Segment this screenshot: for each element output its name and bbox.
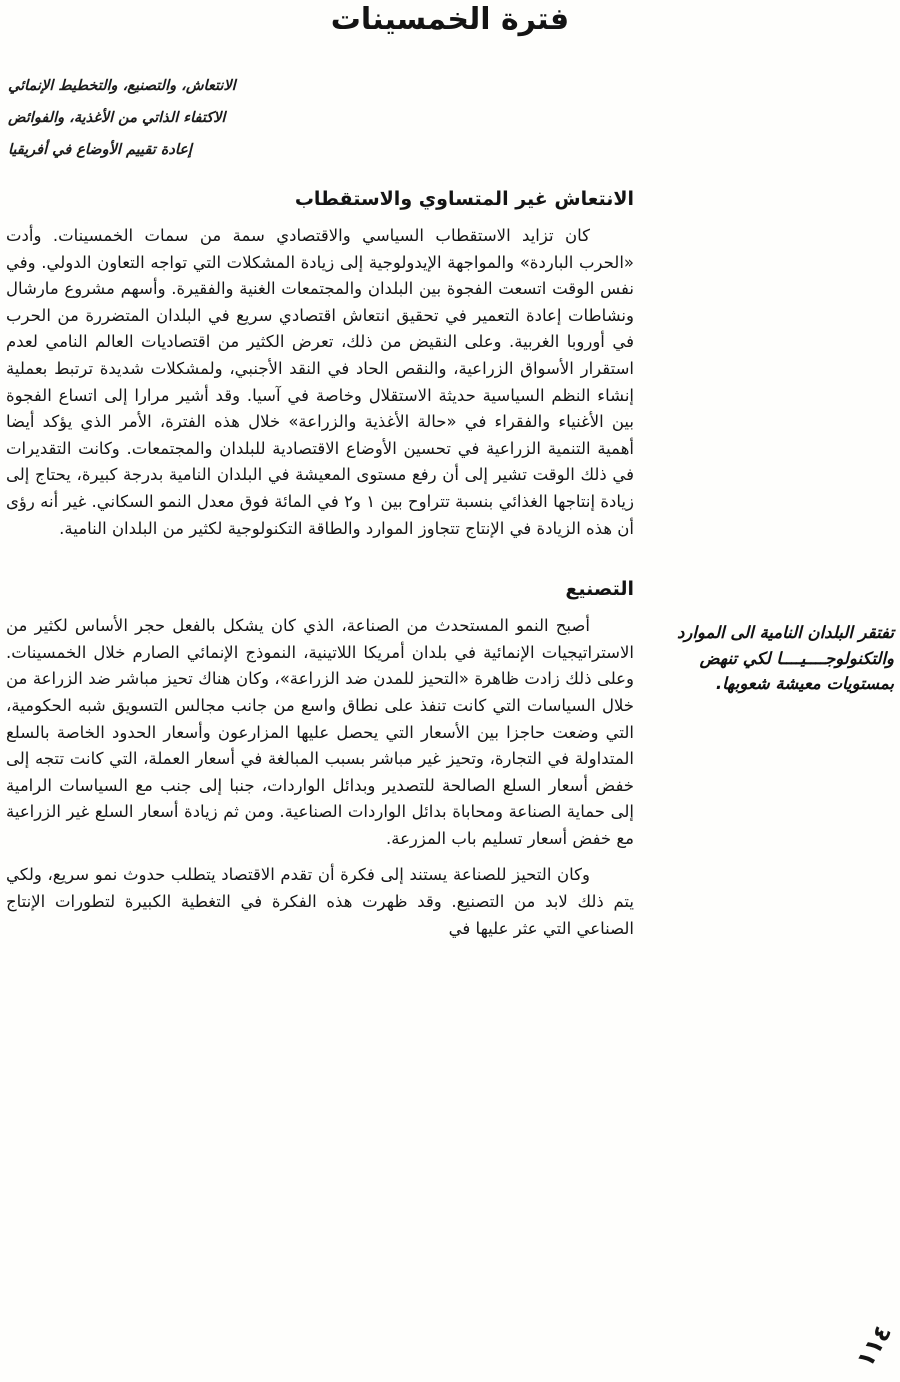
page-number: ١١٤ <box>850 1319 898 1373</box>
paragraph-industrialization-1: أصبح النمو المستحدث من الصناعة، الذي كان يشكل بالفعل حجر الأساس لكثير من الاستراتيجيات الإنمائية في بلدان أمريكا اللاتينية، النموذج الإنمائي الصارم خلال الخمسينات. وعلى ذلك زادت ظاهرة «التحيز للمدن ضد الزراعة»، وكان هناك تحيز مباشر ضد الزراعة من خلال السياسات التي كانت تنفذ على نطاق واسع من جانب مجالس التسويق شبه الحكومية، التي وضعت حاجزا بين الأسعار التي يحصل عليها المزارعون وأسعار الحدود الخاصة بالسلع المتداولة في التجارة، وتحيز غير مباشر بسبب المبالغة في أسعار العملة، التي كانت تتجه إلى خفض أسعار السلع الصالحة للتصدير وبدائل الواردات، جنبا إلى جنب مع السياسات الرامية إلى حماية الصناعة ومحاباة بدائل الواردات الصناعية. ومن ثم زيادة أسعار السلع غير الزراعية مع خفض أسعار تسليم باب المزرعة. <box>6 616 634 848</box>
margin-note: تفتقر البلدان النامية الى الموارد والتكنولوجــــيــــا لكي تنهض بمستويات معيشة شعوبها. <box>677 623 894 693</box>
main-text-column <box>6 188 634 942</box>
section-heading-industrialization: التصنيع <box>565 578 634 601</box>
paragraph-industrialization-2: وكان التحيز للصناعة يستند إلى فكرة أن تقدم الاقتصاد يتطلب حدوث نمو سريع، ولكي يتم ذلك لابد من التصنيع. وقد ظهرت هذه الفكرة في التغطية الكبيرة لتطورات الإنتاج الصناعي التي عثر عليها في <box>6 865 634 938</box>
subtitle-line-3: إعادة تقييم الأوضاع في أفريقيا <box>8 142 192 158</box>
paragraph-recovery: كان تزايد الاستقطاب السياسي والاقتصادي سمة من سمات الخمسينات. وأدت «الحرب الباردة» والمواجهة الإيدولوجية إلى زيادة المشكلات التي تواجه التعاون الدولي. وفي نفس الوقت اتسعت الفجوة بين البلدان والمجتمعات الغنية والفقيرة. وأسهم مشروع مارشال ونشاطات إعادة التعمير في تحقيق انتعاش اقتصادي سريع في البلدان المتضررة من الحرب في أوروبا الغربية. وعلى النقيض من ذلك، تعرض الكثير من اقتصاديات العالم النامي لعدم استقرار الأسواق الزراعية، والنقص الحاد في النقد الأجنبي، ولمشكلات شديدة ترتبط بعملية إنشاء النظم السياسية حديثة الاستقلال وخاصة في آسيا. وقد أشير مرارا إلى اتساع الفجوة بين الأغنياء والفقراء في «حالة الأغذية والزراعة» خلال هذه الفترة، الأمر الذي يؤكد أيضا أهمية التنمية الزراعية في تحسين الأوضاع الاقتصادية للبلدان والمجتمعات. وكانت التقديرات في ذلك الوقت تشير إلى أن رفع مستوى المعيشة في البلدان النامية بدرجة كبيرة، يحتاج إلى زيادة إنتاجها الغذائي بنسبة تتراوح بين ١ و٢ في المائة فوق معدل النمو السكاني. غير أنه رؤى أن هذه الزيادة في الإنتاج تتجاوز الموارد والطاقة التكنولوجية لكثير من البلدان النامية. <box>6 226 634 538</box>
subtitle-block <box>8 70 353 166</box>
section-heading-recovery: الانتعاش غير المتساوي والاستقطاب <box>294 188 634 210</box>
subtitle-line-1: الانتعاش، والتصنيع، والتخطيط الإنمائي <box>8 78 236 94</box>
page-title: فترة الخمسينات <box>330 2 570 37</box>
subtitle-line-2: الاكتفاء الذاتي من الأغذية، والفوائض <box>8 110 226 126</box>
